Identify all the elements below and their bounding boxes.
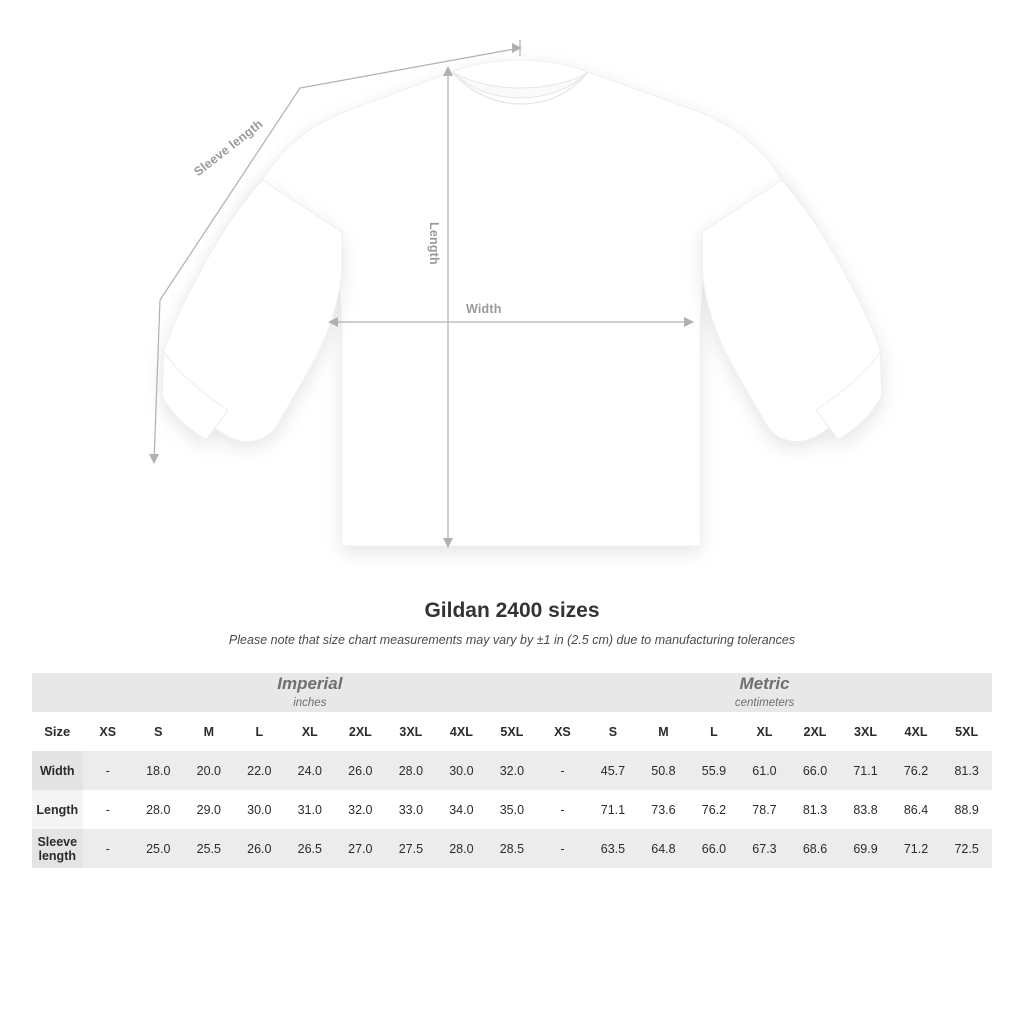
cell-metric-sleeve-length-4xl: 71.2 — [891, 829, 942, 868]
cell-metric-width-xs: - — [537, 751, 588, 790]
size-header-imperial-xl: XL — [285, 712, 336, 751]
cell-imperial-sleeve-length-5xl: 28.5 — [487, 829, 538, 868]
size-header-imperial-5xl: 5XL — [487, 712, 538, 751]
unit-imperial-name: Imperial — [277, 674, 343, 694]
cell-metric-sleeve-length-m: 64.8 — [638, 829, 689, 868]
cell-imperial-width-4xl: 30.0 — [436, 751, 487, 790]
unit-header-row — [32, 673, 992, 712]
cell-imperial-width-s: 18.0 — [133, 751, 184, 790]
unit-spacer-cell — [32, 673, 83, 712]
unit-imperial-sub: inches — [293, 696, 327, 709]
size-header-imperial-l: L — [234, 712, 285, 751]
cell-metric-length-xl: 78.7 — [752, 802, 777, 817]
cell-metric-sleeve-length-xl: 67.3 — [739, 829, 790, 868]
size-header-metric-4xl: 4XL — [891, 712, 942, 751]
cell-imperial-width-l: 22.0 — [234, 751, 285, 790]
table-row — [32, 751, 992, 790]
size-header-imperial-4xl: 4XL — [436, 712, 487, 751]
cell-imperial-sleeve-length-4xl: 28.0 — [436, 829, 487, 868]
cell-metric-length-l: 76.2 — [701, 802, 727, 817]
size-header-imperial-m: M — [184, 712, 235, 751]
cell-imperial-length-xs: - — [105, 802, 110, 817]
row-label-width: Width — [32, 751, 83, 790]
unit-metric-cell — [537, 673, 992, 712]
cell-metric-width-3xl: 71.1 — [840, 751, 891, 790]
cell-metric-length-2xl: 81.3 — [802, 802, 828, 817]
cell-imperial-sleeve-length-s: 25.0 — [133, 829, 184, 868]
size-table — [32, 673, 992, 868]
cell-imperial-length-5xl: 35.0 — [499, 802, 525, 817]
cell-metric-sleeve-length-l: 66.0 — [689, 829, 740, 868]
cell-imperial-width-xl: 24.0 — [285, 751, 336, 790]
size-header-metric-xs: XS — [537, 712, 588, 751]
sleeve-length-dimension-label: Sleeve length — [191, 116, 266, 179]
cell-metric-width-2xl: 66.0 — [790, 751, 841, 790]
cell-metric-sleeve-length-xs: - — [537, 829, 588, 868]
table-row — [32, 790, 992, 829]
cell-imperial-length-xl: 31.0 — [297, 802, 322, 817]
unit-metric-sub: centimeters — [734, 696, 795, 709]
size-header-imperial-3xl: 3XL — [386, 712, 437, 751]
size-header-metric-s: S — [588, 712, 639, 751]
cell-metric-width-s: 45.7 — [588, 751, 639, 790]
title-block — [0, 599, 1024, 647]
cell-imperial-width-5xl: 32.0 — [487, 751, 538, 790]
row-label-length: Length — [32, 790, 83, 829]
cell-metric-sleeve-length-3xl: 69.9 — [840, 829, 891, 868]
size-header-metric-5xl: 5XL — [941, 712, 992, 751]
cell-imperial-sleeve-length-2xl: 27.0 — [335, 829, 386, 868]
size-header-row — [32, 712, 992, 751]
cell-imperial-sleeve-length-xl: 26.5 — [285, 829, 336, 868]
cell-metric-sleeve-length-5xl: 72.5 — [941, 829, 992, 868]
cell-metric-width-m: 50.8 — [638, 751, 689, 790]
cell-metric-length-4xl: 86.4 — [903, 802, 929, 817]
tolerance-note: Please note that size chart measurements may vary by ±1 in (2.5 cm) due to manufacturing tolerances — [228, 633, 796, 647]
page-title: Gildan 2400 sizes — [424, 599, 600, 622]
cell-imperial-width-3xl: 28.0 — [386, 751, 437, 790]
cell-imperial-length-3xl: 33.0 — [398, 802, 424, 817]
row-label-sleeve-length: Sleeve length — [32, 829, 83, 868]
size-header-metric-l: L — [689, 712, 740, 751]
size-header-imperial-2xl: 2XL — [335, 712, 386, 751]
unit-imperial-cell — [83, 673, 538, 712]
cell-imperial-width-m: 20.0 — [184, 751, 235, 790]
unit-metric-name: Metric — [739, 674, 790, 694]
cell-metric-width-l: 55.9 — [689, 751, 740, 790]
cell-imperial-width-2xl: 26.0 — [335, 751, 386, 790]
cell-metric-length-3xl: 83.8 — [853, 802, 878, 817]
length-dimension-label: Length — [427, 222, 441, 265]
size-header-metric-3xl: 3XL — [840, 712, 891, 751]
size-header-metric-xl: XL — [739, 712, 790, 751]
cell-imperial-sleeve-length-3xl: 27.5 — [386, 829, 437, 868]
cell-imperial-sleeve-length-m: 25.5 — [184, 829, 235, 868]
cell-metric-length-s: 71.1 — [600, 802, 626, 817]
cell-metric-length-5xl: 88.9 — [954, 802, 979, 817]
cell-metric-length-m: 73.6 — [651, 802, 676, 817]
size-header-metric-2xl: 2XL — [790, 712, 841, 751]
cell-imperial-length-m: 29.0 — [196, 802, 221, 817]
size-table-wrapper — [32, 673, 992, 868]
cell-imperial-length-s: 28.0 — [146, 802, 171, 817]
cell-imperial-sleeve-length-l: 26.0 — [234, 829, 285, 868]
cell-metric-width-4xl: 76.2 — [891, 751, 942, 790]
size-header-imperial-xs: XS — [83, 712, 134, 751]
cell-metric-sleeve-length-2xl: 68.6 — [790, 829, 841, 868]
cell-imperial-width-xs: - — [83, 751, 134, 790]
cell-metric-width-5xl: 81.3 — [941, 751, 992, 790]
cell-imperial-length-l: 30.0 — [247, 802, 272, 817]
size-header-metric-m: M — [638, 712, 689, 751]
cell-imperial-sleeve-length-xs: - — [83, 829, 134, 868]
cell-metric-width-xl: 61.0 — [739, 751, 790, 790]
cell-imperial-length-2xl: 32.0 — [348, 802, 373, 817]
cell-metric-sleeve-length-s: 63.5 — [588, 829, 639, 868]
size-header-label: Size — [32, 712, 83, 751]
table-row — [32, 829, 992, 868]
size-header-imperial-s: S — [133, 712, 184, 751]
cell-imperial-length-4xl: 34.0 — [449, 802, 474, 817]
cell-metric-length-xs: - — [560, 802, 565, 817]
width-dimension-label: Width — [466, 302, 502, 316]
